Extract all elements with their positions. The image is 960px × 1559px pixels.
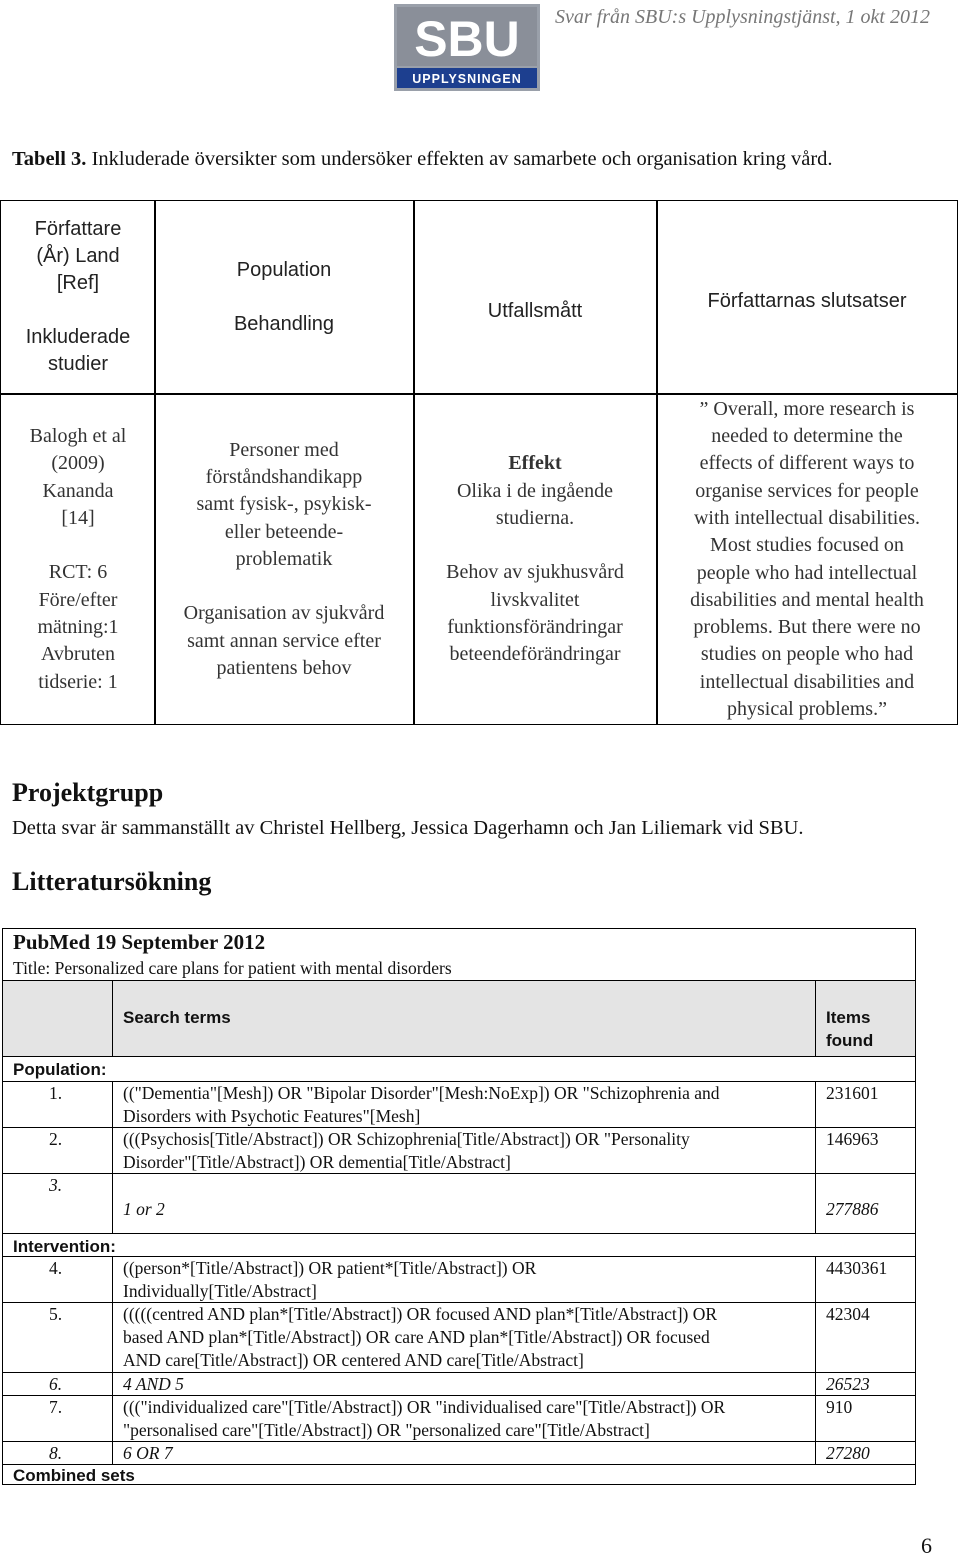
search-term-line: Disorder"[Title/Abstract]) OR dementia[Title/Abstract] (123, 1152, 511, 1172)
cell-population (155, 395, 413, 724)
c4-line: needed to determine the (711, 425, 903, 448)
c4-line: disabilities and mental health (690, 588, 924, 611)
header-source-text: Svar från SBU:s Upplysningstjänst, 1 okt 2012 (555, 6, 930, 28)
outcome-effect-label: Effekt (508, 452, 562, 475)
c1-line: RCT: 6 (48, 561, 108, 584)
cell-conclusions (657, 395, 957, 724)
intervention-label: Intervention: (13, 1237, 116, 1256)
c2-line (184, 573, 385, 600)
population-label: Population: (13, 1060, 107, 1079)
c2-line: samt annan service efter (187, 629, 381, 652)
header-conclusions: Författarnas slutsatser (707, 289, 907, 312)
c2-line: Personer med (229, 438, 339, 461)
search-term-line: 6 OR 7 (123, 1443, 173, 1463)
c2-line: patientens behov (216, 656, 352, 679)
projektgrupp-heading: Projektgrupp (12, 778, 164, 807)
sbu-logo (394, 4, 540, 91)
search-term-line: ((person*[Title/Abstract]) OR patient*[Title/Abstract]) OR (123, 1258, 537, 1278)
c2-line: förståndshandikapp (205, 466, 363, 489)
c3-line: funktionsförändringar (447, 615, 623, 638)
c1-line: Avbruten (40, 643, 116, 666)
search-row-number: 4. (49, 1258, 63, 1278)
c1-line: Före/efter (38, 588, 118, 611)
items-found-value: 910 (826, 1397, 853, 1417)
c4-line: intellectual disabilities and (699, 670, 915, 693)
items-found-value: 26523 (826, 1374, 870, 1394)
search-row-number: 3. (49, 1175, 63, 1195)
c4-line: studies on people who had (700, 643, 914, 666)
items-found-value: 231601 (826, 1083, 879, 1103)
projektgrupp-text: Detta svar är sammanställt av Christel Hellberg, Jessica Dagerhamn och Jan Liliemark vid SBU. (12, 817, 804, 839)
pubmed-subtitle: Title: Personalized care plans for patient with mental disorders (13, 958, 452, 978)
header-population: Population Behandling (233, 258, 335, 335)
search-term-line: (((Psychosis[Title/Abstract]) OR Schizophrenia[Title/Abstract]) OR "Personality (123, 1129, 690, 1149)
svg-text:SBU: SBU (414, 11, 520, 67)
c2-line: problematik (235, 548, 333, 570)
search-term-line: Individually[Title/Abstract] (123, 1281, 317, 1301)
c4-line: Most studies focused on (710, 534, 904, 557)
search-term-line: 1 or 2 (123, 1199, 165, 1219)
c1-line: Kananda (42, 479, 114, 502)
items-found-value: 27280 (826, 1443, 870, 1463)
c2-line: Organisation av sjukvård (183, 602, 385, 625)
search-row-number: 7. (49, 1397, 63, 1417)
c4-line: problems. But there were no (693, 616, 921, 639)
search-term-line: 4 AND 5 (123, 1374, 184, 1394)
table-caption (12, 147, 952, 171)
items-found-value: 277886 (826, 1199, 879, 1219)
c1-line: mätning:1 (37, 615, 119, 638)
items-found-value: 4430361 (826, 1258, 888, 1278)
caption-text: Inkluderade översikter som undersöker effekten av samarbete och organisation kring vård. (91, 148, 833, 170)
c4-line: organise services for people (695, 479, 919, 502)
col-items-found: Items found (826, 1008, 874, 1050)
combined-sets-label: Combined sets (13, 1466, 135, 1485)
page-number: 6 (921, 1533, 932, 1558)
c1-line (30, 532, 127, 559)
items-found-value: 146963 (826, 1129, 879, 1149)
litteratur-heading: Litteratursökning (12, 867, 212, 896)
search-term-line: (("Dementia"[Mesh]) OR "Bipolar Disorder"[Mesh:NoExp]) OR "Schizophrenia and (123, 1083, 720, 1103)
header-outcome: Utfallsmått (487, 300, 583, 322)
c3-line: studierna. (495, 507, 575, 530)
c4-line: effects of different ways to (699, 452, 915, 475)
c4-line: people who had intellectual (696, 561, 918, 584)
c1-line: (2009) (51, 452, 105, 475)
c4-line: with intellectual disabilities. (693, 506, 921, 529)
search-term-line: Disorders with Psychotic Features"[Mesh] (123, 1106, 421, 1126)
c1-line: tidserie: 1 (38, 670, 118, 693)
c4-line: physical problems.” (727, 697, 887, 720)
col-search-terms: Search terms (123, 1008, 231, 1027)
search-term-line: "personalised care"[Title/Abstract]) OR "personalized care"[Title/Abstract] (123, 1420, 650, 1440)
reviews-table (0, 200, 958, 725)
pubmed-title: PubMed 19 September 2012 (13, 930, 266, 954)
c3-line: livskvalitet (490, 588, 580, 611)
pubmed-search-table (2, 928, 916, 1485)
items-found-value: 42304 (826, 1304, 870, 1324)
c1-line: Balogh et al (29, 425, 127, 448)
caption-label: Tabell 3. (12, 148, 87, 170)
search-row-number: 8. (49, 1443, 63, 1463)
c2-line: eller beteende- (224, 520, 344, 543)
c4-line: ” Overall, more research is (699, 397, 915, 420)
search-row-number: 5. (49, 1304, 63, 1324)
search-row-number: 2. (49, 1129, 63, 1149)
c1-line: [14] (61, 507, 95, 530)
cell-outcome (414, 395, 656, 724)
header-author: Författare (År) Land [Ref] Inkluderade studier (25, 218, 131, 375)
search-term-line: AND care[Title/Abstract]) OR centered AND care[Title/Abstract] (123, 1350, 584, 1370)
search-row-number: 6. (49, 1374, 63, 1394)
search-term-line: ((("individualized care"[Title/Abstract]) OR "individualised care"[Title/Abstract]) OR (123, 1397, 726, 1417)
c3-line: Behov av sjukhusvård (446, 561, 624, 584)
c2-line: samt fysisk-, psykisk- (196, 493, 372, 516)
c3-line (446, 532, 624, 559)
search-term-line: based AND plan*[Title/Abstract]) OR care AND plan*[Title/Abstract]) OR focused (123, 1327, 710, 1347)
svg-text:UPPLYSNINGEN: UPPLYSNINGEN (412, 72, 522, 86)
c3-line: Olika i de ingående (456, 479, 614, 502)
search-row-number: 1. (49, 1083, 63, 1103)
cell-author (1, 395, 155, 724)
c3-line: beteendeförändringar (449, 643, 621, 666)
search-term-line: (((((centred AND plan*[Title/Abstract]) OR focused AND plan*[Title/Abstract]) OR (123, 1304, 718, 1324)
